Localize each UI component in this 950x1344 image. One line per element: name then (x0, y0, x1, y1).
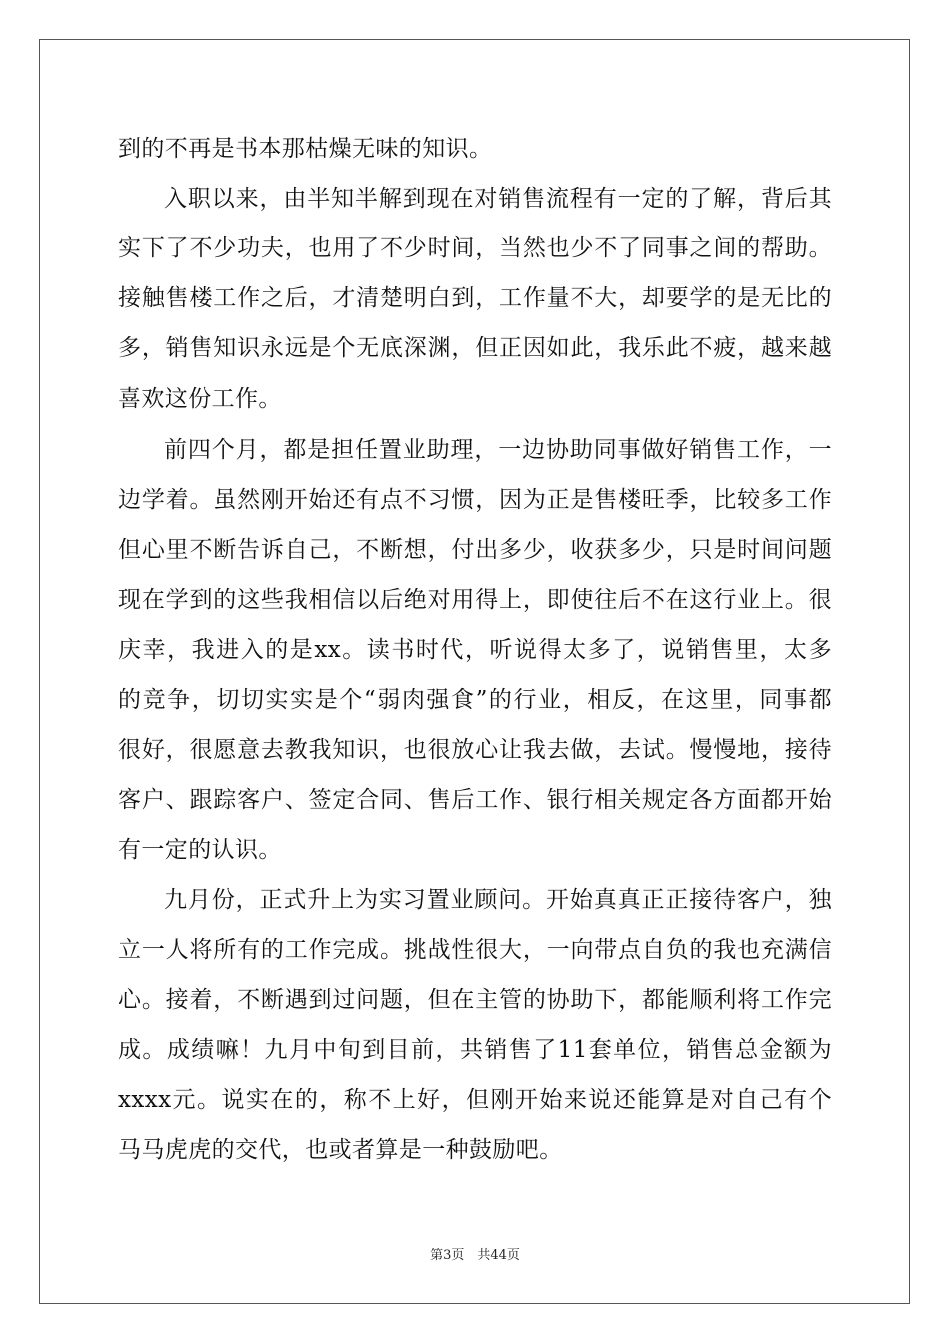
page-number: 第3页 共44页 (430, 1248, 520, 1263)
text-line: 客户、跟踪客户、签定合同、售后工作、银行相关规定各方面都开始 (118, 787, 832, 813)
text-line: 有一定的认识。 (118, 837, 282, 863)
text-line: 现在学到的这些我相信以后绝对用得上，即使往后不在这行业上。很 (118, 587, 832, 613)
text-line: 实下了不少功夫，也用了不少时间，当然也少不了同事之间的帮助。 (118, 235, 832, 261)
text-line: 成。成绩嘛！九月中旬到目前，共销售了11套单位，销售总金额为 (118, 1037, 832, 1063)
text-line: 心。接着，不断遇到过问题，但在主管的协助下，都能顺利将工作完 (118, 987, 832, 1013)
text-line: 入职以来，由半知半解到现在对销售流程有一定的了解，背后其 (164, 186, 832, 212)
text-line: 喜欢这份工作。 (118, 386, 282, 412)
text-line: 边学着。虽然刚开始还有点不习惯，因为正是售楼旺季，比较多工作 (118, 487, 832, 513)
text-line: 九月份，正式升上为实习置业顾问。开始真真正正接待客户，独 (164, 887, 832, 913)
text-line: xxxx元。说实在的，称不上好，但刚开始来说还能算是对自己有个 (118, 1087, 832, 1113)
text-line: 前四个月，都是担任置业助理，一边协助同事做好销售工作，一 (164, 437, 832, 463)
text-line: 到的不再是书本那枯燥无味的知识。 (118, 136, 493, 162)
text-line: 多，销售知识永远是个无底深渊，但正因如此，我乐此不疲，越来越 (118, 335, 832, 361)
text-line: 马马虎虎的交代，也或者算是一种鼓励吧。 (118, 1137, 563, 1163)
text-line: 立一人将所有的工作完成。挑战性很大，一向带点自负的我也充满信 (118, 937, 832, 963)
text-line: 但心里不断告诉自己，不断想，付出多少，收获多少，只是时间问题 (118, 537, 832, 563)
text-line: 的竞争，切切实实是个“弱肉强食”的行业，相反，在这里，同事都 (118, 687, 832, 713)
text-line: 庆幸，我进入的是xx。读书时代，听说得太多了，说销售里，太多 (118, 637, 832, 663)
page-border (39, 39, 910, 1304)
text-line: 很好，很愿意去教我知识，也很放心让我去做，去试。慢慢地，接待 (118, 737, 832, 763)
text-line: 接触售楼工作之后，才清楚明白到，工作量不大，却要学的是无比的 (118, 285, 832, 311)
